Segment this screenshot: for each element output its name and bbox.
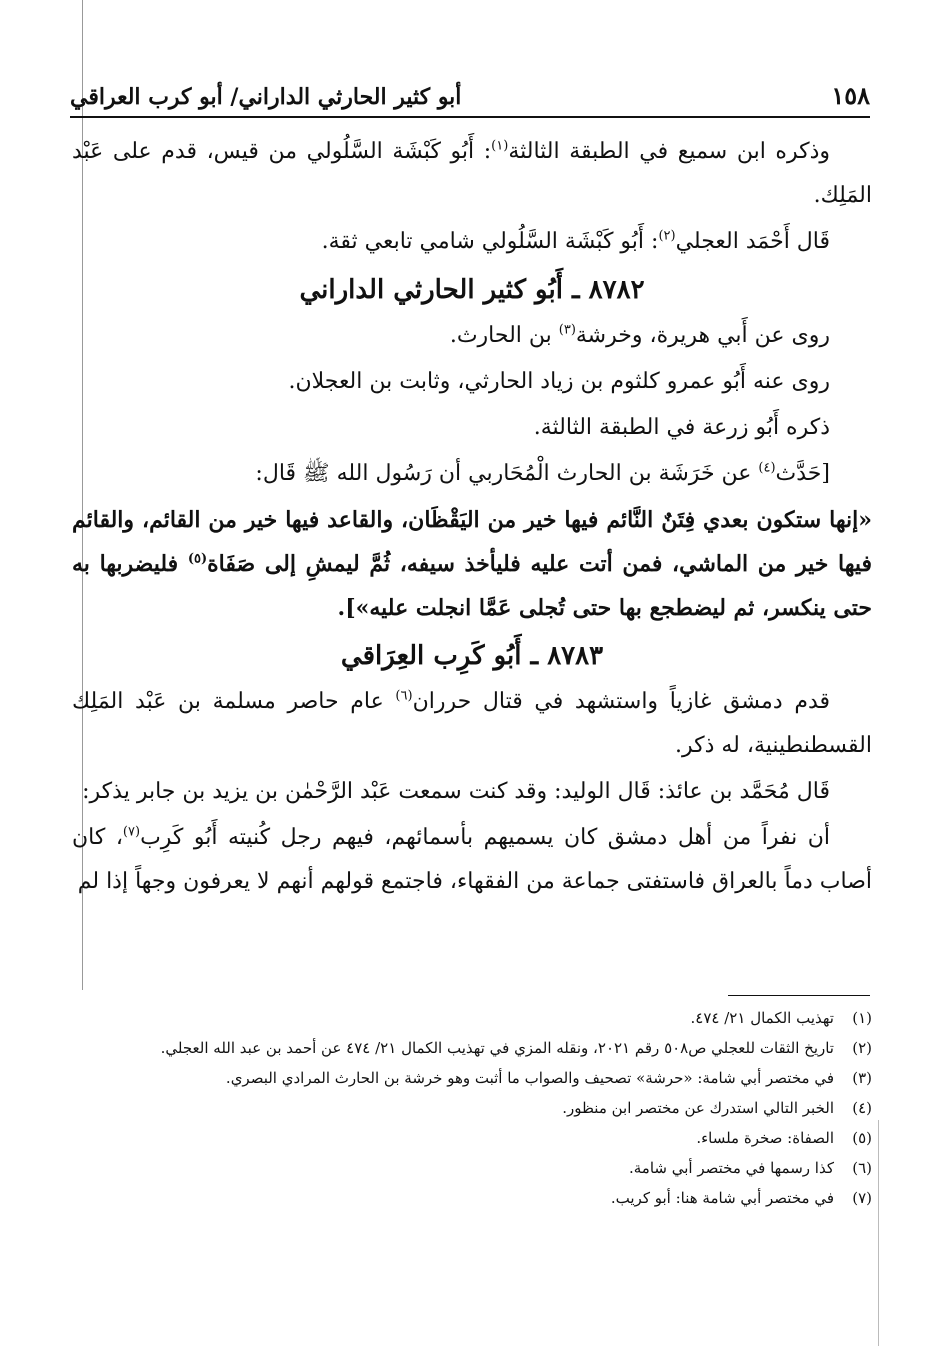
footnote-number: (٣) — [852, 1069, 872, 1087]
paragraph — [72, 314, 872, 358]
text: بن الحارث. — [449, 323, 559, 348]
page-header — [70, 70, 870, 118]
footnote-text: تهذيب الكمال ٢١/ ٤٧٤. — [690, 1009, 834, 1027]
text: [حَدَّث — [775, 461, 830, 486]
paragraph — [72, 680, 872, 768]
paragraph: قَال مُحَمَّد بن عائذ: قَال الوليد: وقد كنت سمعت عَبْد الرَّحْمٰن بن يزيد بن جابر يذكر: — [82, 779, 830, 804]
text: عن خَرَشَة بن الحارث الْمُحَاربي أن رَسُول الله ﷺ قَال: — [255, 461, 759, 486]
paragraph — [72, 130, 872, 218]
paragraph — [72, 220, 872, 264]
footnote — [72, 1035, 872, 1061]
footnote-number: (١) — [852, 1009, 872, 1027]
footnote-number: (٢) — [852, 1039, 872, 1057]
text: قدم دمشق غازياً واستشهد في قتال حرران — [412, 689, 831, 714]
main-text — [72, 130, 872, 906]
text: ، كان أصاب دماً بالعراق فاستفتى جماعة من الفقهاء، فاجتمع قولهم أنهم لا يعرفون وجهاً إذا لم — [72, 825, 872, 894]
footnote-number: (٧) — [852, 1189, 872, 1207]
text: : أَبُو كَبْشَة السَّلُولي من قيس، قدم على عَبْد المَلِك. — [72, 139, 872, 208]
footnote-text: كذا رسمها في مختصر أبي شامة. — [628, 1159, 834, 1177]
footnote — [72, 1185, 872, 1211]
footnote-ref: (٢) — [658, 228, 676, 244]
paragraph — [72, 816, 872, 904]
text: : أَبُو كَبْشَة السَّلُولي شامي تابعي ثقة. — [321, 229, 659, 254]
footnote — [72, 1155, 872, 1181]
hadith-text — [72, 498, 872, 630]
running-title: أبو كثير الحارثي الداراني/ أبو كرب العراقي — [70, 84, 462, 110]
text: عام حاصر مسلمة بن عَبْد المَلِك القسطنطينية، له ذكر. — [72, 689, 872, 758]
footnote-ref: (٣) — [558, 322, 576, 338]
entry-heading: ٨٧٨٢ ـ أَبُو كثير الحارثي الداراني — [299, 275, 645, 305]
footnote-ref: (٥) — [187, 551, 208, 567]
paragraph: روى عنه أَبُو عمرو كلثوم بن زياد الحارثي، وثابت بن العجلان. — [288, 369, 830, 394]
paragraph: ذكره أَبُو زرعة في الطبقة الثالثة. — [533, 415, 830, 440]
footnote-number: (٤) — [852, 1099, 872, 1117]
footnote — [72, 1065, 872, 1091]
paragraph — [72, 452, 872, 496]
footnote-text: الخبر التالي استدرك عن مختصر ابن منظور. — [562, 1099, 834, 1117]
text: وذكره ابن سميع في الطبقة الثالثة — [508, 139, 830, 164]
footnote-number: (٥) — [852, 1129, 872, 1147]
scan-margin-line-lower — [878, 1120, 879, 1346]
footnote-text: الصفاة: صخرة ملساء. — [696, 1129, 834, 1147]
footnote — [72, 1095, 872, 1121]
text: قَال أَحْمَد العجلي — [675, 229, 830, 254]
footnote — [72, 1125, 872, 1151]
entry-heading: ٨٧٨٣ ـ أَبُو كَرِب العِرَاقي — [340, 641, 604, 671]
footnote-ref: (١) — [491, 138, 509, 154]
footnote-ref: (٤) — [758, 460, 776, 476]
footnote-text: تاريخ الثقات للعجلي ص٥٠٨ رقم ٢٠٢١، ونقله المزي في تهذيب الكمال ٢١/ ٤٧٤ عن أحمد بن عبد الله العجلي. — [160, 1039, 834, 1057]
footnote-number: (٦) — [852, 1159, 872, 1177]
footnote — [72, 1005, 872, 1031]
text: أن نفراً من أهل دمشق كان يسميهم بأسمائهم، فيهم رجل كُنيته أَبُو كَرِب — [140, 825, 830, 850]
footnote-text: في مختصر أبي شامة: «حرشة» تصحيف والصواب ما أثبت وهو خرشة بن الحارث المرادي البصري. — [225, 1069, 834, 1087]
footnote-ref: (٦) — [395, 688, 413, 704]
footnote-ref: (٧) — [122, 824, 141, 840]
footnote-separator — [728, 995, 870, 996]
footnotes — [72, 1005, 872, 1215]
footnote-text: في مختصر أبي شامة هنا: أبو كريب. — [610, 1189, 834, 1207]
text: فليضربها به حتى ينكسر، ثم ليضطجع بها حتى تُجلى عَمَّا انجلت عليه»]. — [72, 551, 872, 621]
page-number: ١٥٨ — [831, 81, 870, 110]
text: روى عن أَبي هريرة، وخرشة — [575, 323, 830, 348]
text: «إنها ستكون بعدي فِتَنٌ النَّائم فيها خير من اليَقْظَان، والقاعد فيها خير من القائم، والقائم فيها خير من الماشي، فمن أتت عليه فليأخذ سيفه، ثُمَّ ليمشِ إلى صَفَاة — [72, 507, 873, 577]
